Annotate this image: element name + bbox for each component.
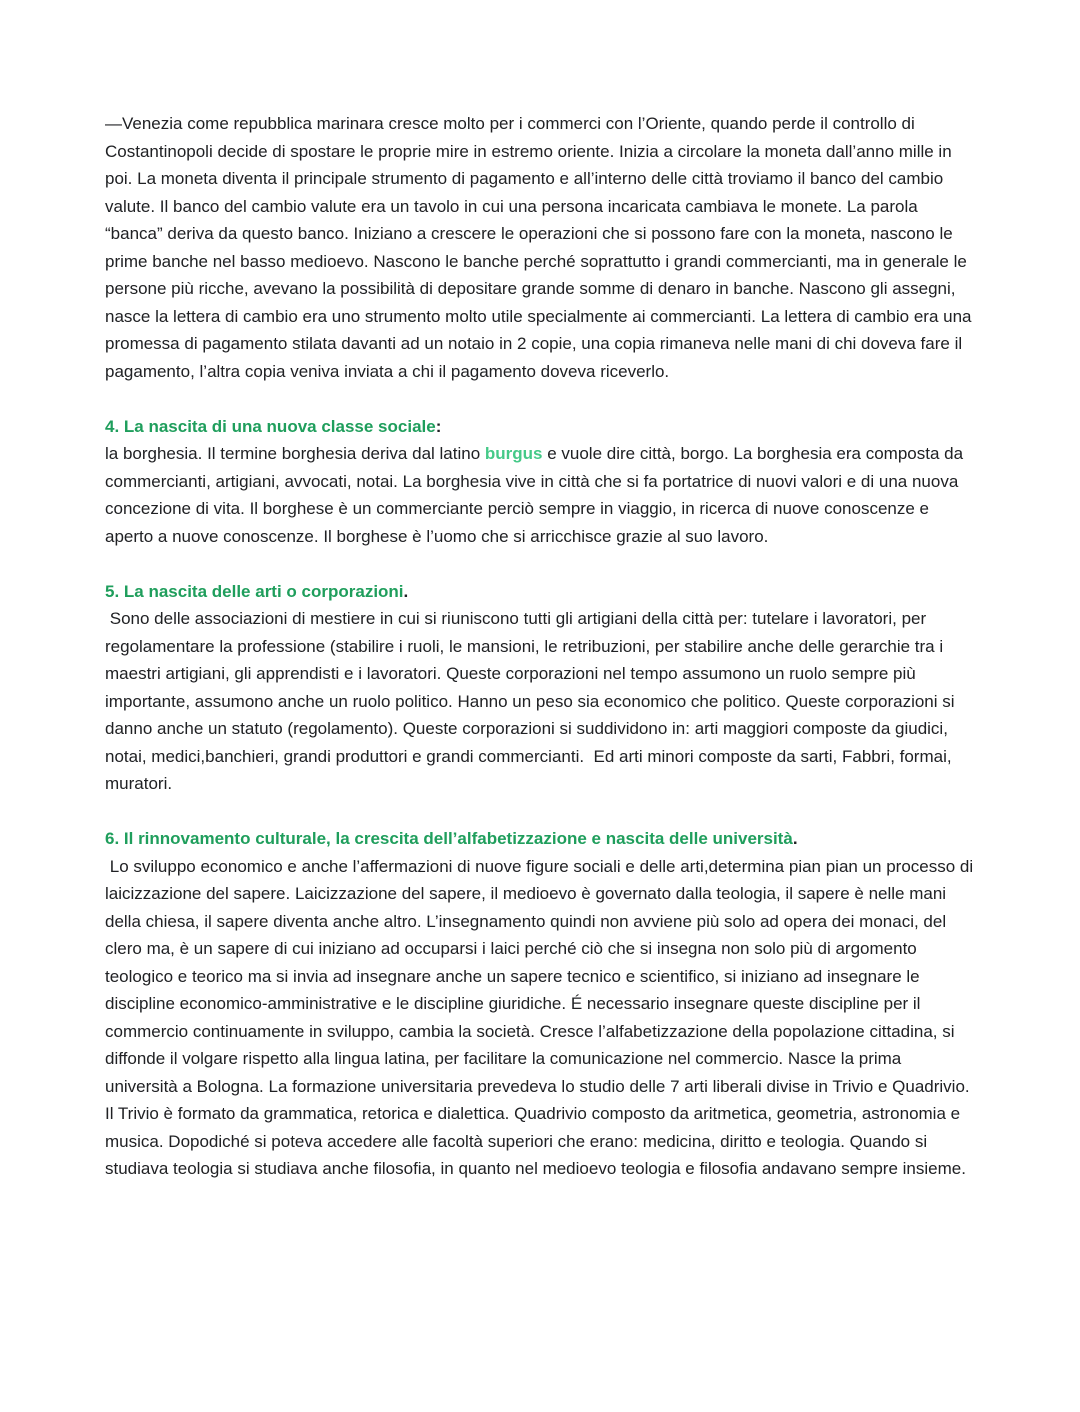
heading-text: 5. La nascita delle arti o corporazioni <box>105 581 404 601</box>
paragraph-corporazioni <box>105 605 975 798</box>
paragraph-text: Sono delle associazioni di mestiere in cui si riuniscono tutti gli artigiani della città per: tutelare i lavoratori, per regolamentare la professione (stabilire i ruoli, le mansioni, le retribuzioni, per stabilire anche delle gerarchie tra i maestri artigiani, gli apprendisti e i lavoratori. Queste corporazioni nel tempo assumono un ruolo sempre più importante, assumono anche un ruolo politico. Hanno un peso sia economico che politico. Queste corporazioni si danno anche un statuto (regolamento). Queste corporazioni si suddividono in: arti maggiori composte da giudici, notai, medici,banchieri, grandi produttori e grandi commercianti. Ed arti minori composte da sarti, Fabbri, formai, muratori. <box>105 609 960 793</box>
paragraph-text: e vuole dire città, borgo. La borghesia era composta da commercianti, artigiani, avvocati, notai. La borghesia vive in città che si fa portatrice di nuovi valori e di una nuova concezione di vita. Il borghese è un commerciante perciò sempre in viaggio, in ricerca di nuove conoscenze e aperto a nuove conoscenze. Il borghese è l’uomo che si arricchisce grazie al suo lavoro. <box>105 444 968 546</box>
heading-punctuation: . <box>403 581 409 601</box>
paragraph-venezia-banche <box>105 110 975 385</box>
paragraph-universita <box>105 853 978 1183</box>
paragraph-borghesia <box>105 440 975 550</box>
heading-6-rinnovamento-culturale <box>105 825 975 853</box>
paragraph-text: Lo sviluppo economico e anche l’affermazioni di nuove figure sociali e delle arti,determina pian pian un processo di laicizzazione del sapere. Laicizzazione del sapere, il medioevo è governato dalla teologia, il sapere è nelle mani della chiesa, il sapere diventa anche altro. L’insegnamento quindi non avviene più solo ad opera dei monaci, del clero ma, è un sapere di cui iniziano ad occuparsi i laici perché ciò che si insegna non solo più di argomento teologico e teorico ma si invia ad insegnare anche un sapere tecnico e scientifico, si iniziano ad insegnare le discipline economico-amministrative e le discipline giuridiche. É necessario insegnare queste discipline per il commercio continuamente in sviluppo, cambia la società. Cresce l’alfabetizzazione della popolazione cittadina, si diffonde il volgare rispetto alla lingua latina, per facilitare la comunicazione nel commercio. Nasce la prima università a Bologna. La formazione universitaria prevedeva lo studio delle 7 arti liberali divise in Trivio e Quadrivio. Il Trivio è formato da grammatica, retorica e dialettica. Quadrivio composto da aritmetica, geometria, astronomia e musica. Dopodiché si poteva accedere alle facoltà superiori che erano: medicina, diritto e teologia. Quando si studiava teologia si studiava anche filosofia, in quanto nel medioevo teologia e filosofia andavano sempre insieme. <box>105 856 978 1178</box>
heading-4-nuova-classe-sociale <box>105 413 975 441</box>
heading-5-arti-corporazioni <box>105 578 975 606</box>
paragraph-text: —Venezia come repubblica marinara cresce molto per i commerci con l’Oriente, quando perde il controllo di Costantinopoli decide di spostare le proprie mire in estremo oriente. Inizia a circolare la moneta dall’anno mille in poi. La moneta diventa il principale strumento di pagamento e all’interno delle città troviamo il banco del cambio valute. Il banco del cambio valute era un tavolo in cui una persona incaricata cambiava le monete. La parola “banca” deriva da questo banco. Iniziano a crescere le operazioni che si possono fare con la moneta, nascono le prime banche nel basso medioevo. Nascono le banche perché soprattutto i grandi commercianti, ma in generale le persone più ricche, avevano la possibilità di depositare grande somme di denaro in banche. Nascono gli assegni, nasce la lettera di cambio era uno strumento molto utile specialmente ai commercianti. La lettera di cambio era una promessa di pagamento stilata davanti ad un notaio in 2 copie, una copia rimaneva nelle mani di chi doveva fare il pagamento, l’altra copia veniva inviata a chi il pagamento doveva riceverlo. <box>105 114 977 381</box>
heading-text: 4. La nascita di una nuova classe sociale <box>105 416 436 436</box>
heading-punctuation: . <box>792 829 798 848</box>
heading-punctuation: : <box>435 416 442 436</box>
heading-text: 6. Il rinnovamento culturale, la crescita dell’alfabetizzazione e nascita delle università <box>105 829 793 848</box>
highlight-burgus: burgus <box>484 444 543 463</box>
paragraph-text: la borghesia. Il termine borghesia deriva dal latino <box>105 444 485 463</box>
